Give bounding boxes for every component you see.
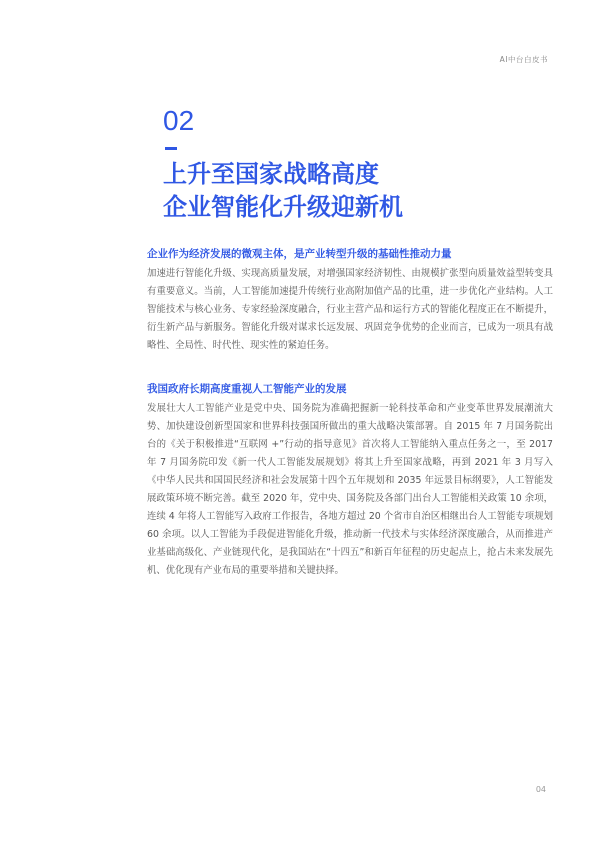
section-number: 02 — [163, 105, 195, 136]
section-heading: 我国政府长期高度重视人工智能产业的发展 — [147, 383, 347, 395]
title-line-1: 上升至国家战略高度 — [163, 160, 379, 188]
document-header-tag: AI中台白皮书 — [499, 55, 548, 64]
section-heading: 企业作为经济发展的微观主体，是产业转型升级的基础性推动力量 — [147, 248, 452, 260]
page-title — [163, 158, 403, 224]
section-government — [147, 382, 553, 580]
section-divider — [165, 147, 177, 150]
page-number: 04 — [535, 785, 546, 794]
title-line-2: 企业智能化升级迎新机 — [163, 193, 403, 221]
section-enterprise — [147, 247, 553, 355]
section-paragraph: 发展壮大人工智能产业是党中央、国务院为准确把握新一轮科技革命和产业变革世界发展潮流大势、加快建设创新型国家和世界科技强国所做出的重大战略决策部署。自 2015 年 7 月国务院出台的《关于积极推进“互联网 +”行动的指导意见》首次将人工智能纳入重点任务之一，至 2017 年 7 月国务院印发《新一代人工智能发展规划》将其上升至国家战略，再到 2021 年 3 月写入《中华人民共和国国民经济和社会发展第十四个五年规划和 2035 年远景目标纲要》，人工智能发展政策环境不断完善。截至 2020 年，党中央、国务院及各部门出台人工智能相关政策 10 余项，连续 4 年将人工智能写入政府工作报告，各地方超过 20 个省市自治区相继出台人工智能专项规划 60 余项。以人工智能为手段促进智能化升级，推动新一代技术与实体经济深度融合，从而推进产业基础高级化、产业链现代化，是我国站在“十四五”和新百年征程的历史起点上，抢占未来发展先机、优化现有产业布局的重要举措和关键抉择。 — [147, 403, 553, 576]
section-paragraph: 加速进行智能化升级、实现高质量发展，对增强国家经济韧性、由规模扩张型向质量效益型转变具有重要意义。当前，人工智能加速提升传统行业高附加值产品的比重，进一步优化产业结构。人工智能技术与核心业务、专家经验深度融合，行业主营产品和运行方式的智能化程度正在不断提升，衍生新产品与新服务。智能化升级对谋求长远发展、巩固竞争优势的企业而言，已成为一项具有战略性、全局性、时代性、现实性的紧迫任务。 — [147, 268, 553, 351]
